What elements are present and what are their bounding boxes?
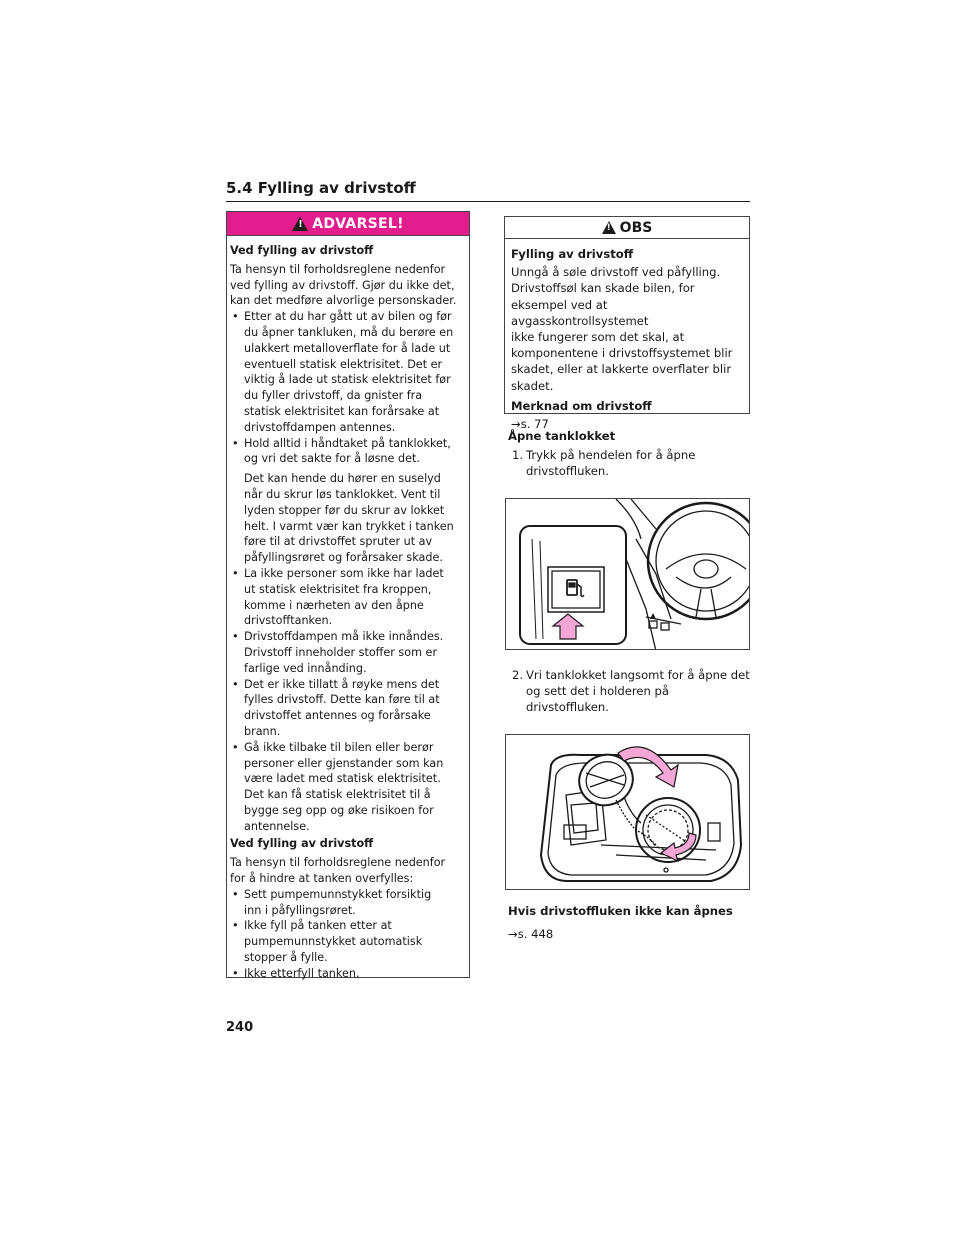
- text-line: stopper å fylle.: [244, 951, 328, 965]
- text-line: statisk elektrisitet kan forårsake at: [244, 404, 440, 418]
- text-line: for å hindre at tanken overfylles:: [230, 872, 414, 886]
- text-line: komme i nærheten av den åpne: [244, 598, 424, 612]
- turn-arrow-icon: [661, 833, 696, 861]
- text-line: inn i påfyllingsrøret.: [244, 903, 356, 917]
- text-line: helt. I varmt vær kan trykket i tanken: [244, 519, 454, 533]
- text-line: være ladet med statisk elektrisitet.: [244, 772, 441, 786]
- page-reference-link[interactable]: →s. 77: [511, 417, 549, 432]
- warning-body: [227, 236, 469, 982]
- text-line: eventuell statisk elektrisitet. Det er: [244, 357, 443, 371]
- list-item: [230, 740, 463, 835]
- text-line: og sett det i holderen på: [526, 684, 670, 699]
- step-number: 2.: [512, 668, 524, 682]
- text-line: ved fylling av drivstoff. Gjør du ikke det,: [230, 278, 455, 292]
- list-continuation: [230, 471, 463, 566]
- text-line: Drivstoffsøl kan skade bilen, for: [511, 281, 695, 296]
- list-item: [230, 887, 463, 919]
- text-line: personer eller gjenstander som kan: [244, 756, 444, 770]
- dashboard-illustration: [506, 499, 750, 650]
- text-line: • La ikke personer som ikke har ladet: [244, 566, 444, 580]
- text-line: drivstoffluken.: [526, 700, 609, 715]
- text-line: Unngå å søle drivstoff ved påfylling.: [511, 265, 721, 280]
- text-line: antennelse.: [244, 819, 310, 833]
- text-line: Trykk på hendelen for å åpne: [526, 448, 696, 462]
- notice-subheading-2: Merknad om drivstoff: [511, 398, 652, 413]
- text-line: du fyller drivstoff, da gnister fra: [244, 389, 423, 403]
- page-reference-link[interactable]: →s. 448: [508, 927, 554, 941]
- text-line: føre til at drivstoffet spruter ut av: [244, 535, 433, 549]
- text-line: • Ikke etterfyll tanken.: [244, 966, 360, 980]
- step-1: [508, 447, 752, 479]
- warning-subheading: Ved fylling av drivstoff: [230, 244, 374, 257]
- figure-fuel-cap: [505, 734, 750, 890]
- text-line: • Gå ikke tilbake til bilen eller berør: [244, 740, 434, 754]
- text-line: drivstoffdampen antennes.: [244, 420, 396, 434]
- notice-box: [504, 216, 750, 432]
- warning-intro: [230, 262, 463, 309]
- fuel-cap-illustration: [506, 735, 750, 890]
- list-item: [230, 436, 463, 468]
- list-item: [230, 966, 463, 982]
- text-line: • Det er ikke tillatt å røyke mens det: [244, 677, 440, 691]
- figure-fuel-door-lever: [505, 498, 750, 650]
- warning-triangle-icon: [292, 217, 308, 231]
- text-line: pumpemunnstykket automatisk: [244, 935, 423, 949]
- text-line: Drivstoff inneholder stoffer som er: [244, 645, 438, 659]
- list-item: [230, 309, 463, 435]
- notice-subheading: Fylling av drivstoff: [511, 247, 634, 261]
- text-line: brann.: [244, 724, 281, 738]
- list-item: [230, 566, 463, 629]
- list-item: [230, 677, 463, 740]
- text-line: lyden stopper før du skrur av lokket: [244, 503, 445, 517]
- text-line: komponentene i drivstoffsystemet blir: [511, 346, 733, 361]
- list-item: [230, 629, 463, 676]
- text-line: bygge seg opp og øke risikoen for: [244, 803, 434, 817]
- text-line: kan det medføre alvorlige personskader.: [230, 294, 457, 308]
- warning-header: [227, 212, 469, 236]
- text-line: drivstofftanken.: [244, 614, 333, 628]
- warning-title: ADVARSEL!: [312, 215, 404, 232]
- text-line: og vri det sakte for å løsne det.: [244, 452, 420, 466]
- text-line: du åpner tankluken, må du berøre en: [244, 325, 454, 339]
- text-line: Ta hensyn til forholdsreglene nedenfor: [230, 262, 446, 276]
- text-line: viktig å lade ut statisk elektrisitet før: [244, 373, 451, 387]
- text-line: farlige ved innånding.: [244, 661, 367, 675]
- text-line: ut statisk elektrisitet fra kroppen,: [244, 582, 432, 596]
- step-2: [508, 667, 752, 716]
- text-line: eksempel ved at avgasskontrollsystemet: [511, 297, 649, 328]
- warning-box: [226, 211, 470, 978]
- text-line: fylles drivstoff. Dette kan føre til at: [244, 693, 440, 707]
- text-line: • Hold alltid i håndtaket på tanklokket,: [244, 436, 451, 450]
- warning-intro-2: [230, 855, 463, 887]
- text-line: Vri tanklokket langsomt for å åpne det: [526, 668, 750, 682]
- caution-triangle-icon: [602, 221, 616, 234]
- step-number: 1.: [512, 448, 524, 462]
- text-line: ulakkert metalloverflate for å lade ut: [244, 341, 451, 355]
- text-line: • Drivstoffdampen må ikke innåndes.: [244, 630, 444, 644]
- page-number: 240: [226, 1020, 254, 1035]
- notice-header: [505, 217, 749, 239]
- text-line: • Etter at du har gått ut av bilen og før: [244, 310, 452, 324]
- cannot-open-heading: Hvis drivstoffluken ikke kan åpnes: [508, 904, 733, 918]
- open-cap-heading: Åpne tanklokket: [508, 429, 616, 443]
- text-line: Det kan hende du hører en suselyd: [244, 472, 441, 486]
- text-line: Det kan få statisk elektrisitet til å: [244, 788, 431, 802]
- text-line: når du skrur løs tanklokket. Vent til: [244, 487, 441, 501]
- text-line: Ta hensyn til forholdsreglene nedenfor: [230, 856, 446, 870]
- text-line: drivstoffet antennes og forårsake: [244, 709, 431, 723]
- notice-paragraph: [511, 264, 744, 394]
- text-line: ikke fungerer som det skal, at: [511, 330, 685, 345]
- text-line: skadet.: [511, 378, 554, 393]
- text-line: • Ikke fyll på tanken etter at: [244, 919, 392, 933]
- warning-subheading-2: Ved fylling av drivstoff: [230, 837, 374, 851]
- text-line: drivstoffluken.: [526, 464, 609, 479]
- text-line: • Sett pumpemunnstykket forsiktig: [244, 887, 432, 901]
- notice-title: OBS: [619, 219, 653, 236]
- text-line: påfyllingsrøret og forårsaker skade.: [244, 551, 443, 565]
- section-title: 5.4 Fylling av drivstoff: [226, 179, 416, 197]
- list-item: [230, 918, 463, 965]
- section-header: [226, 178, 750, 202]
- text-line: skadet, eller at lakkerte overflater blir: [511, 362, 732, 377]
- notice-body: [505, 239, 749, 432]
